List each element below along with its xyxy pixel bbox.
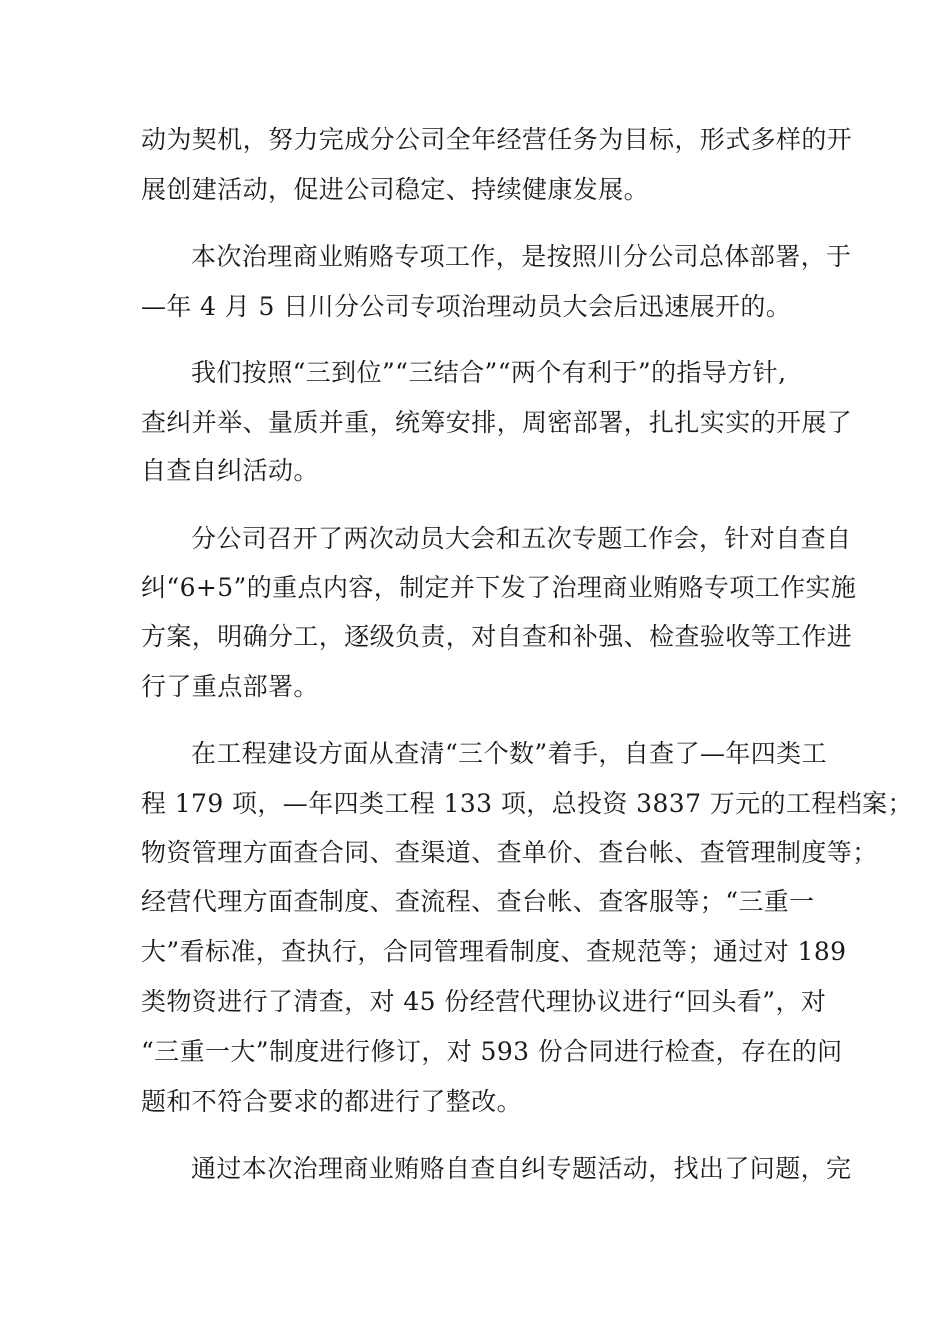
text-line: —年 4 月 5 日川分公司专项治理动员大会后迅速展开的。 xyxy=(141,292,792,321)
text-line: “三重一大”制度进行修订，对 593 份合同进行检查，存在的问 xyxy=(141,1037,843,1066)
text-line: 方案，明确分工，逐级负责，对自查和补强、检查验收等工作进 xyxy=(141,622,853,651)
text-line: 查纠并举、量质并重，统筹安排，周密部署，扎扎实实的开展了 xyxy=(141,408,853,437)
paragraph-first-line: 本次治理商业贿赂专项工作，是按照川分公司总体部署，于 xyxy=(191,242,852,271)
text-line: 程 179 项，—年四类工程 133 项，总投资 3837 万元的工程档案； xyxy=(141,789,913,818)
text-line: 展创建活动，促进公司稳定、持续健康发展。 xyxy=(141,175,650,204)
text-line: 自查自纠活动。 xyxy=(141,456,319,485)
paragraph-first-line: 在工程建设方面从查清“三个数”着手，自查了—年四类工 xyxy=(191,739,827,768)
paragraph-first-line: 分公司召开了两次动员大会和五次专题工作会，针对自查自 xyxy=(191,524,852,553)
text-line: 经营代理方面查制度、查流程、查台帐、查客服等；“三重一 xyxy=(141,887,815,916)
text-line: 纠“6+5”的重点内容，制定并下发了治理商业贿赂专项工作实施 xyxy=(141,573,857,602)
text-line: 动为契机，努力完成分公司全年经营任务为目标，形式多样的开 xyxy=(141,125,853,154)
text-line: 大”看标准，查执行，合同管理看制度、查规范等；通过对 189 xyxy=(141,937,847,966)
text-line: 题和不符合要求的都进行了整改。 xyxy=(141,1087,523,1116)
text-line: 行了重点部署。 xyxy=(141,672,319,701)
paragraph-first-line: 通过本次治理商业贿赂自查自纠专题活动，找出了问题，完 xyxy=(191,1154,852,1183)
text-line: 类物资进行了清查，对 45 份经营代理协议进行“回头看”，对 xyxy=(141,987,827,1016)
text-line: 物资管理方面查合同、查渠道、查单价、查台帐、查管理制度等； xyxy=(141,838,878,867)
paragraph-first-line: 我们按照“三到位”“三结合”“两个有利于”的指导方针, xyxy=(191,358,787,387)
